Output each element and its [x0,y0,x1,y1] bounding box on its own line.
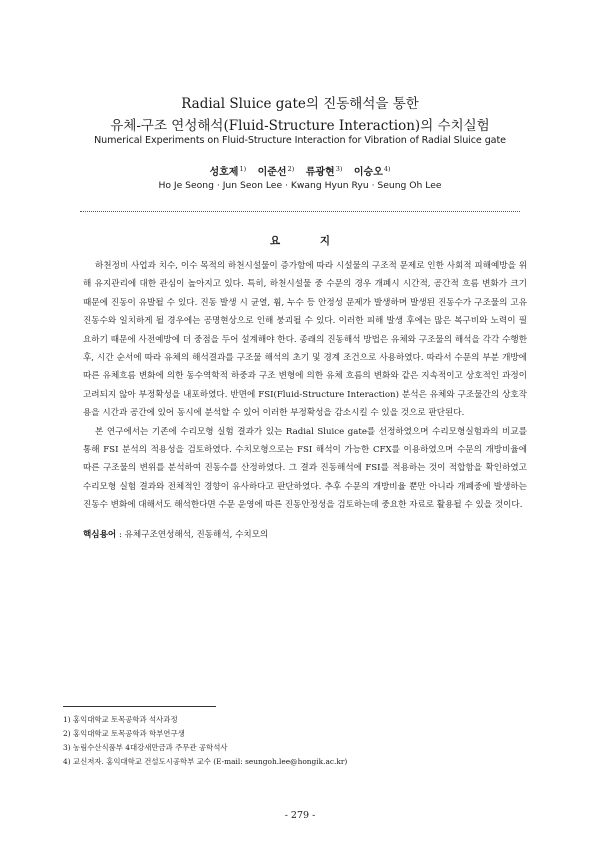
keywords-label: 핵심용어 [83,530,117,540]
abstract-paragraph-1: 하천정비 사업과 치수, 이수 목적의 하천시설물이 증가함에 따라 시설물의 구조적 문제로 인한 사회적 피해예방을 위해 유지관리에 대한 관심이 높아지고 있다. 특히, 하천시설물 중 수문의 경우 개폐시 시간적, 공간적 흐름 변화가 크기 때문에 진동이 유발될 수 있다. 진동 발생 시 균열, 휨, 누수 등 안정성 문제가 발생하며 발생된 진동수가 구조물의 고유진동수와 일치하게 될 경우에는 공명현상으로 인해 붕괴될 수 있다. 이러한 피해 발생 후에는 많은 복구비와 노력이 필요하기 때문에 사전예방에 더 중점을 두어 설계해야 한다. 종래의 진동해석 방법은 유체와 구조물의 해석을 각각 수행한 후, 시간 순서에 따라 유체의 해석결과를 구조물 해석의 초기 및 경계 조건으로 사용하였다. 따라서 수문의 부분 개방에 따른 유체흐름 변화에 의한 동수역학적 하중과 구조 변형에 의한 유체 흐름의 변화와 같은 지속적이고 상호적인 과정이 고려되지 않아 부정확성을 내포하였다. 반면에 FSI(Fluid-Structure Interaction) 분석은 유체와 구조물간의 상호작용을 시간과 공간에 있어 동시에 분석할 수 있어 이러한 부정확성을 감소시킬 수 있을 것으로 판단된다. [83,261,527,419]
title-line-2: 유체-구조 연성해석(Fluid-Structure Interaction)의 수치실험 [110,118,490,134]
abstract-heading: 요 지 [270,235,348,247]
author-2-mark: 2) [287,165,295,173]
footnote-1: 1) 홍익대학교 토목공학과 석사과정 [63,715,178,724]
author-2: 이준선$^{2)}$ [257,165,295,178]
page-number: - 279 - [284,810,316,821]
author-1-mark: 1) [239,165,247,173]
author-3: 류광현$^{3)}$ [305,165,343,178]
paper-title-korean [0,93,600,137]
footnote-3: 3) 농림수산식품부 4대강새만금과 주무관 공학석사 [63,743,228,752]
dotted-divider [80,211,520,212]
keywords-value: 유체구조연성해석, 진동해석, 수치모의 [124,530,269,540]
authors-english: Ho Je Seong · Jun Seon Lee · Kwang Hyun Ryu · Seung Oh Lee [158,180,442,191]
authors-korean [0,163,600,178]
footnotes [63,713,533,769]
abstract-paragraph-2: 본 연구에서는 기존에 수리모형 실험 결과가 있는 Radial Sluice gate를 선정하였으며 수리모형실험과의 비교를 통해 FSI 분석의 적용성을 검토하였다. 수치모형으로는 FSI 해석이 가능한 CFX를 이용하였으며 수문의 개방비율에 따른 구조물의 변위를 분석하여 진동수를 산정하였다. 그 결과 진동해석에 FSI를 적용하는 것이 적합함을 확인하였고 수리모형 실험 결과와 전체적인 경향이 유사하다고 판단하였다. 추후 수문의 개방비율 뿐만 아니라 개폐중에 발생하는 진동수 변화에 대해서도 해석한다면 수문 운영에 따른 진동안정성을 검토하는데 중요한 자료로 활용될 수 있을 것이다. [83,426,527,511]
author-4-mark: 4) [383,165,391,173]
abstract-body [83,257,527,515]
footnote-rule [63,706,216,707]
author-4: 이승오$^{4)}$ [353,165,391,178]
footnote-4: 4) 교신저자. 홍익대학교 건설도시공학부 교수 (E-mail: seungoh.lee@hongik.ac.kr) [63,757,348,766]
footnote-2: 2) 홍익대학교 토목공학과 학부연구생 [63,729,185,738]
author-3-mark: 3) [335,165,343,173]
keywords [83,528,527,540]
title-line-1: Radial Sluice gate의 진동해석을 통한 [181,96,419,112]
author-1: 성호제$^{1)}$ [209,165,247,178]
keywords-separator: : [116,530,125,540]
paper-title-english: Numerical Experiments on Fluid-Structure Interaction for Vibration of Radial Sluice gate [94,135,506,146]
